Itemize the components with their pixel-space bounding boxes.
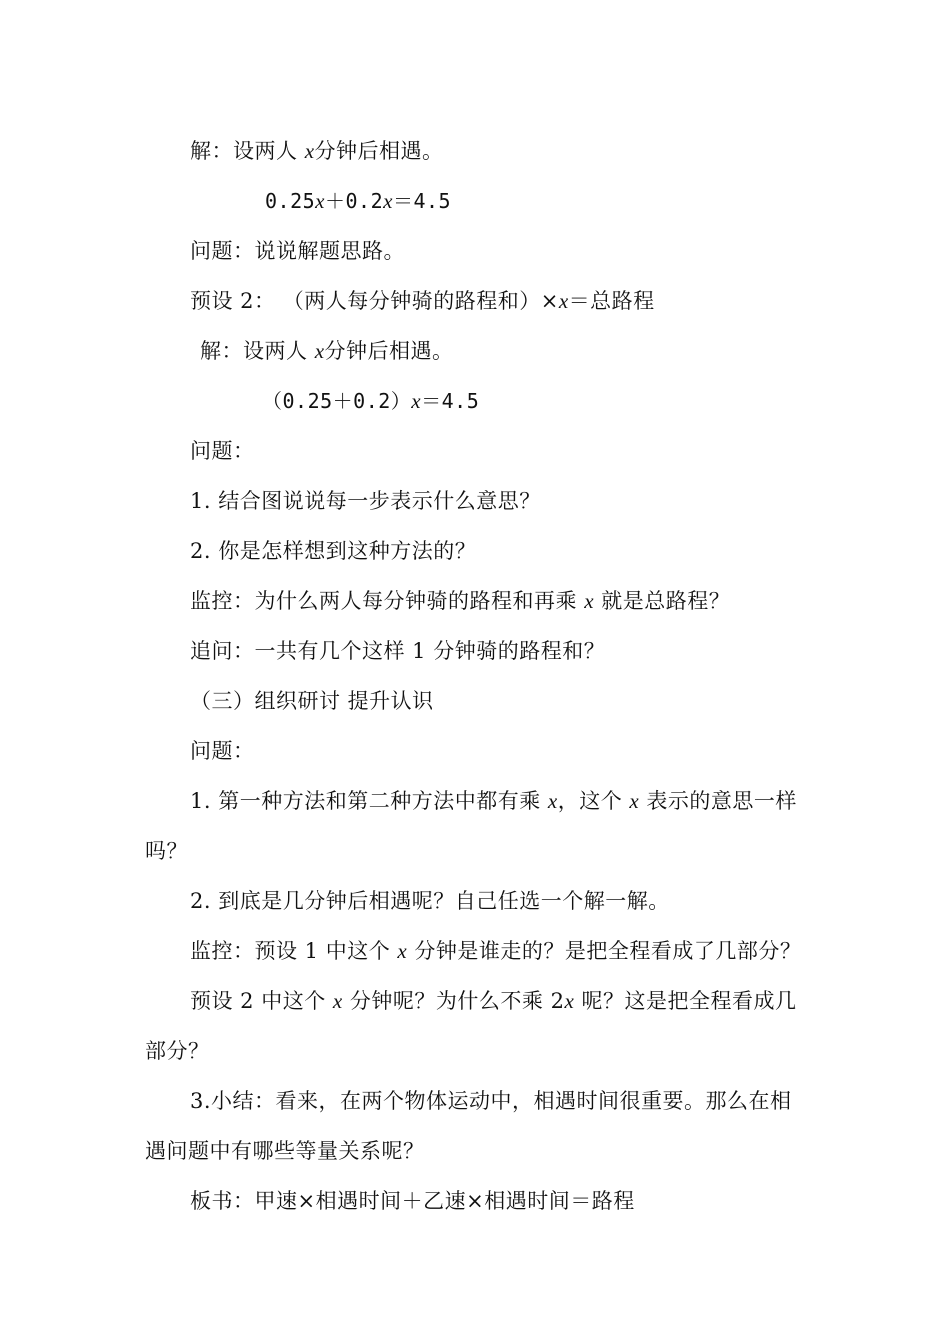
text-span: 解：设两人 bbox=[200, 339, 315, 363]
question-item-2: 2. 你是怎样想到这种方法的？ bbox=[190, 539, 477, 563]
question-paragraph-1 bbox=[145, 776, 810, 876]
text-span: 表示的意思一样吗？ bbox=[145, 789, 797, 863]
solution-line-1 bbox=[190, 136, 444, 166]
text-span: ，这个 bbox=[557, 789, 630, 813]
solution-line-2 bbox=[200, 336, 454, 366]
text-span: 解：设两人 bbox=[190, 139, 305, 163]
preset-2-paragraph bbox=[145, 976, 810, 1076]
text-span: 预设 2 中这个 bbox=[190, 989, 333, 1013]
text-span: 分钟后相遇。 bbox=[314, 139, 444, 163]
variable-x: x bbox=[564, 989, 575, 1013]
section-heading: （三）组织研讨 提升认识 bbox=[190, 689, 434, 713]
text-span: 就是总路程？ bbox=[594, 589, 731, 613]
variable-x: x bbox=[397, 939, 408, 963]
variable-x: x bbox=[304, 139, 315, 163]
text-span: 分钟是谁走的？是把全程看成了几部分？ bbox=[407, 939, 802, 963]
text-span: 呢？这是把全程看成几部分？ bbox=[145, 989, 797, 1063]
equation-2 bbox=[262, 386, 479, 416]
text-span: 分钟呢？为什么不乘 2 bbox=[342, 989, 565, 1013]
variable-x: x bbox=[383, 189, 393, 213]
summary-paragraph: 3.小结：看来，在两个物体运动中，相遇时间很重要。那么在相遇问题中有哪些等量关系呢？ bbox=[145, 1089, 792, 1163]
text-span: 监控：为什么两人每分钟骑的路程和再乘 bbox=[190, 589, 585, 613]
text-span: ＝4.5 bbox=[421, 389, 480, 413]
variable-x: x bbox=[314, 339, 325, 363]
text-span: 0.25 bbox=[265, 189, 316, 213]
follow-up-line: 追问：一共有几个这样 1 分钟骑的路程和？ bbox=[190, 639, 606, 663]
text-span: 预设 2： （两人每分钟骑的路程和）× bbox=[190, 289, 559, 313]
variable-x: x bbox=[558, 289, 569, 313]
monitor-line-2 bbox=[190, 936, 801, 966]
question-item-1: 1. 结合图说说每一步表示什么意思？ bbox=[190, 489, 541, 513]
variable-x: x bbox=[315, 189, 325, 213]
question-line: 问题：说说解题思路。 bbox=[190, 239, 405, 263]
text-span: 1. 第一种方法和第二种方法中都有乘 bbox=[190, 789, 548, 813]
variable-x: x bbox=[629, 789, 640, 813]
text-span: ＝总路程 bbox=[568, 289, 655, 313]
text-span: （0.25＋0.2） bbox=[262, 389, 412, 413]
variable-x: x bbox=[411, 389, 422, 413]
text-span: 监控：预设 1 中这个 bbox=[190, 939, 398, 963]
variable-x: x bbox=[547, 789, 558, 813]
variable-x: x bbox=[332, 989, 343, 1013]
question-heading: 问题： bbox=[190, 439, 255, 463]
monitor-line-1 bbox=[190, 586, 730, 616]
text-span: ＝4.5 bbox=[392, 189, 452, 213]
text-span: ＋0.2 bbox=[325, 189, 384, 213]
question-item-2b: 2. 到底是几分钟后相遇呢？自己任选一个解一解。 bbox=[190, 889, 670, 913]
equation-1 bbox=[265, 186, 451, 216]
question-heading: 问题： bbox=[190, 739, 255, 763]
variable-x: x bbox=[584, 589, 595, 613]
board-writing-line: 板书：甲速×相遇时间＋乙速×相遇时间＝路程 bbox=[190, 1189, 635, 1213]
text-span: 分钟后相遇。 bbox=[324, 339, 454, 363]
preset-2-line bbox=[190, 286, 655, 316]
